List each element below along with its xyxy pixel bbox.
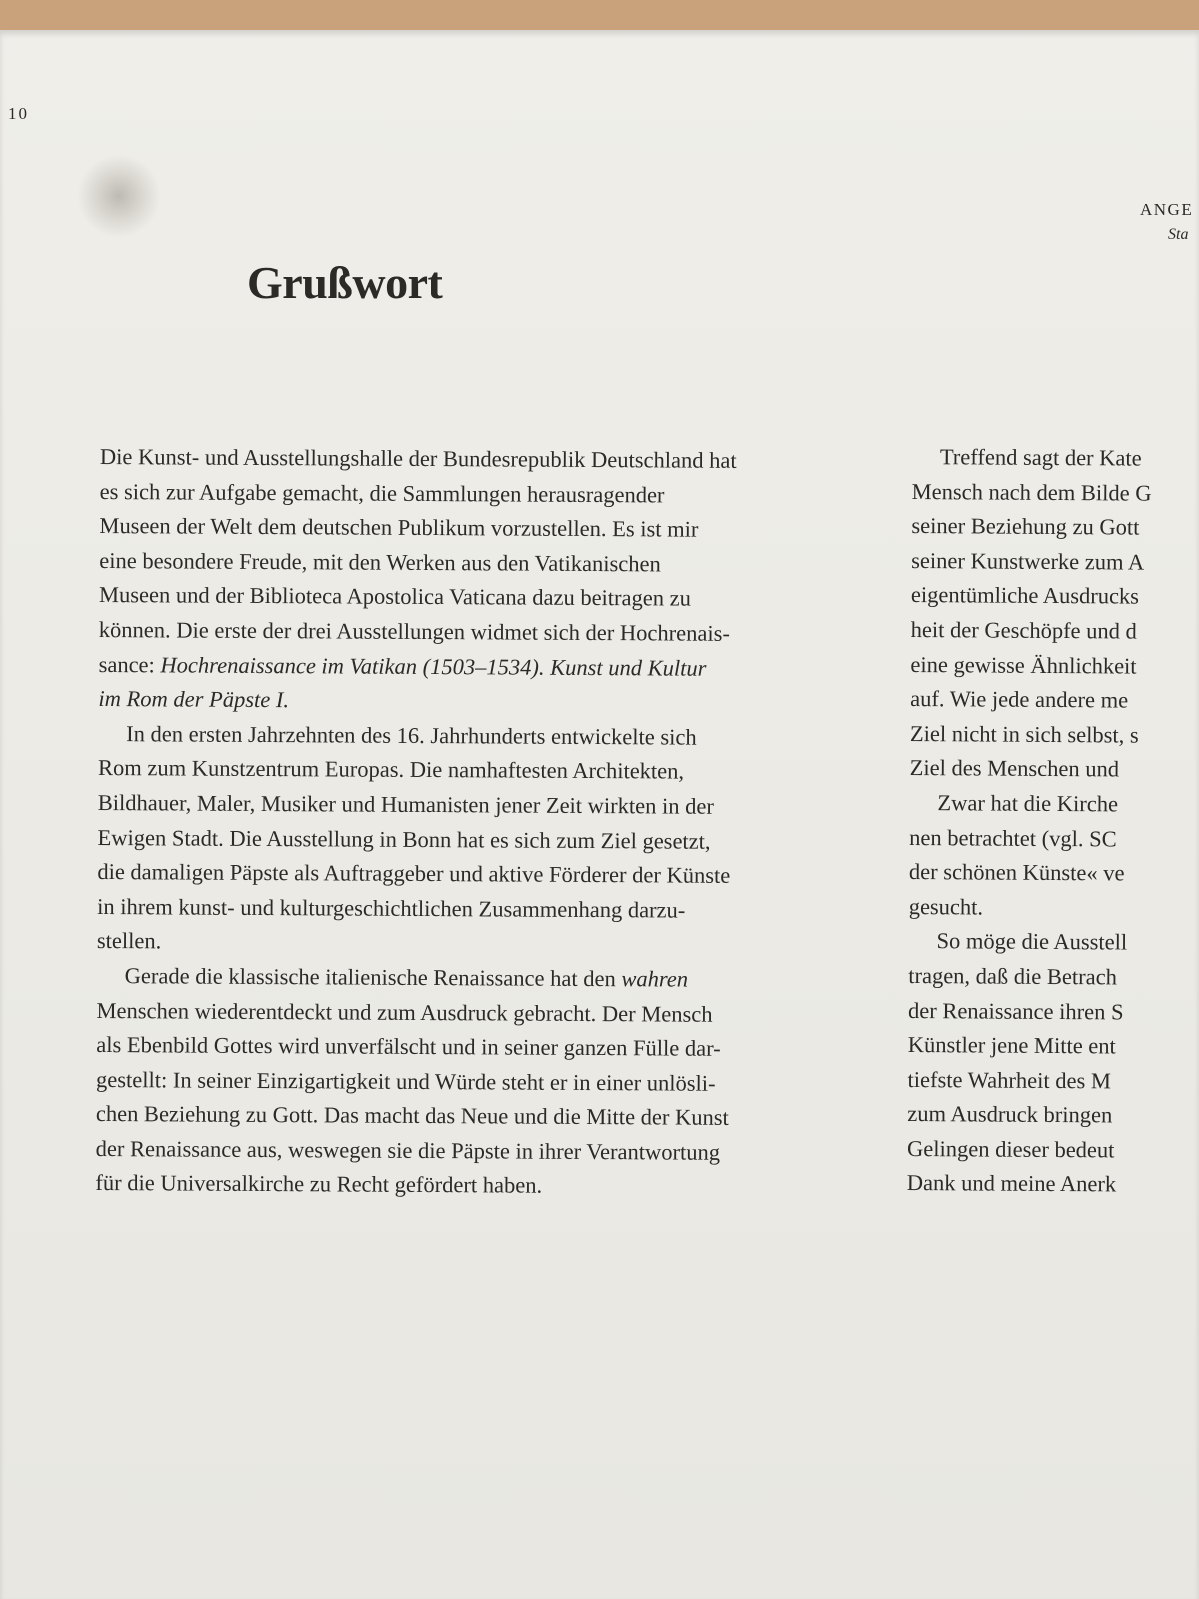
text-line: Ziel nicht in sich selbst, s [909, 720, 1139, 748]
text-line: Museen der Welt dem deutschen Publikum vorzustellen. Es ist mir [99, 513, 699, 542]
right-text-column [907, 440, 1199, 1204]
text-line: chen Beziehung zu Gott. Das macht das Neue und die Mitte der Kunst [95, 1101, 729, 1131]
text-line [99, 648, 869, 687]
text-segment: Gerade die klassische italienische Renaissance hat den [124, 963, 622, 992]
text-line: So möge die Ausstell [936, 928, 1128, 955]
text-line: tiefste Wahrheit des M [907, 1066, 1111, 1094]
text-line: Mensch nach dem Bilde G [911, 478, 1152, 506]
text-line: Treffend sagt der Kate [939, 444, 1142, 471]
italic-title-text: im Rom der Päpste I. [98, 686, 290, 713]
text-line: Ziel des Menschen und [909, 755, 1120, 782]
text-line: eigentümliche Ausdrucks [910, 582, 1140, 609]
text-line: für die Universalkirche zu Recht gefördert haben. [95, 1170, 543, 1199]
text-line: in ihrem kunst- und kulturgeschichtlichen Zusammenhang darzu- [97, 893, 686, 923]
text-line: gestellt: In seiner Einzigartigkeit und Würde steht er in einer unlösli- [96, 1066, 716, 1096]
text-line: zum Ausdruck bringen [907, 1101, 1113, 1128]
text-line: In den ersten Jahrzehnten des 16. Jahrhunderts entwickelte sich [126, 720, 697, 750]
text-line [98, 682, 868, 721]
text-line: die damaligen Päpste als Auftraggeber und aktive Förderer der Künste [97, 859, 731, 888]
text-line: Museen und der Biblioteca Apostolica Vaticana dazu beitragen zu [98, 582, 692, 611]
text-line: Dank und meine Anerk [906, 1170, 1117, 1197]
text-line: eine besondere Freude, mit den Werken aus den Vatikanischen [99, 547, 661, 577]
text-line: können. Die erste der drei Ausstellungen widmet sich der Hochrenais- [98, 616, 730, 646]
text-line: Menschen wiederentdeckt und zum Ausdruck gebracht. Der Mensch [96, 997, 713, 1027]
left-text-column [95, 440, 870, 1206]
italic-title-text: Hochrenaissance im Vatikan (1503–1534). Kunst und Kultur [160, 651, 707, 681]
text-line: Rom zum Kunstzentrum Europas. Die namhaftesten Architekten, [97, 755, 685, 784]
text-line: Die Kunst- und Ausstellungshalle der Bundesrepublik Deutschland hat [99, 443, 737, 473]
text-line: tragen, daß die Betrach [908, 962, 1118, 990]
running-head: ANGE [1140, 200, 1194, 219]
text-line: eine gewisse Ähnlichkeit [910, 651, 1137, 679]
text-line: seiner Kunstwerke zum A [911, 547, 1145, 575]
text-line: der Renaissance aus, weswegen sie die Päpste in ihrer Verantwortung [95, 1135, 721, 1165]
text-line: Gelingen dieser bedeut [906, 1135, 1115, 1163]
text-line: Künstler jene Mitte ent [907, 1032, 1116, 1059]
italic-title-text: wahren [621, 966, 689, 992]
text-line [97, 959, 867, 998]
text-line: Ewigen Stadt. Die Ausstellung in Bonn hat es sich zum Ziel gesetzt, [97, 824, 711, 854]
text-line: als Ebenbild Gottes wird unverfälscht und in seiner ganzen Fülle dar- [96, 1032, 721, 1061]
text-segment: sance: [98, 651, 161, 677]
book-page [0, 30, 1199, 1599]
text-line: der Renaissance ihren S [907, 997, 1124, 1024]
text-line: Zwar hat die Kirche [937, 790, 1119, 817]
text-line: der schönen Künste« ve [908, 859, 1125, 886]
page-title: Grußwort [247, 257, 443, 308]
text-line: auf. Wie jede andere me [910, 686, 1129, 713]
page-smudge [78, 155, 160, 237]
text-line: es sich zur Aufgabe gemacht, die Sammlungen herausragender [99, 478, 665, 508]
text-line: nen betrachtet (vgl. SC [909, 824, 1117, 851]
page-number: 10 [8, 104, 29, 123]
running-subhead: Sta [1168, 226, 1189, 243]
text-line: heit der Geschöpfe und d [910, 616, 1137, 644]
text-line: stellen. [96, 928, 162, 954]
text-line: Bildhauer, Maler, Musiker und Humanisten jener Zeit wirkten in der [97, 789, 715, 819]
text-line: gesucht. [908, 893, 984, 920]
text-line: seiner Beziehung zu Gott [911, 513, 1140, 540]
